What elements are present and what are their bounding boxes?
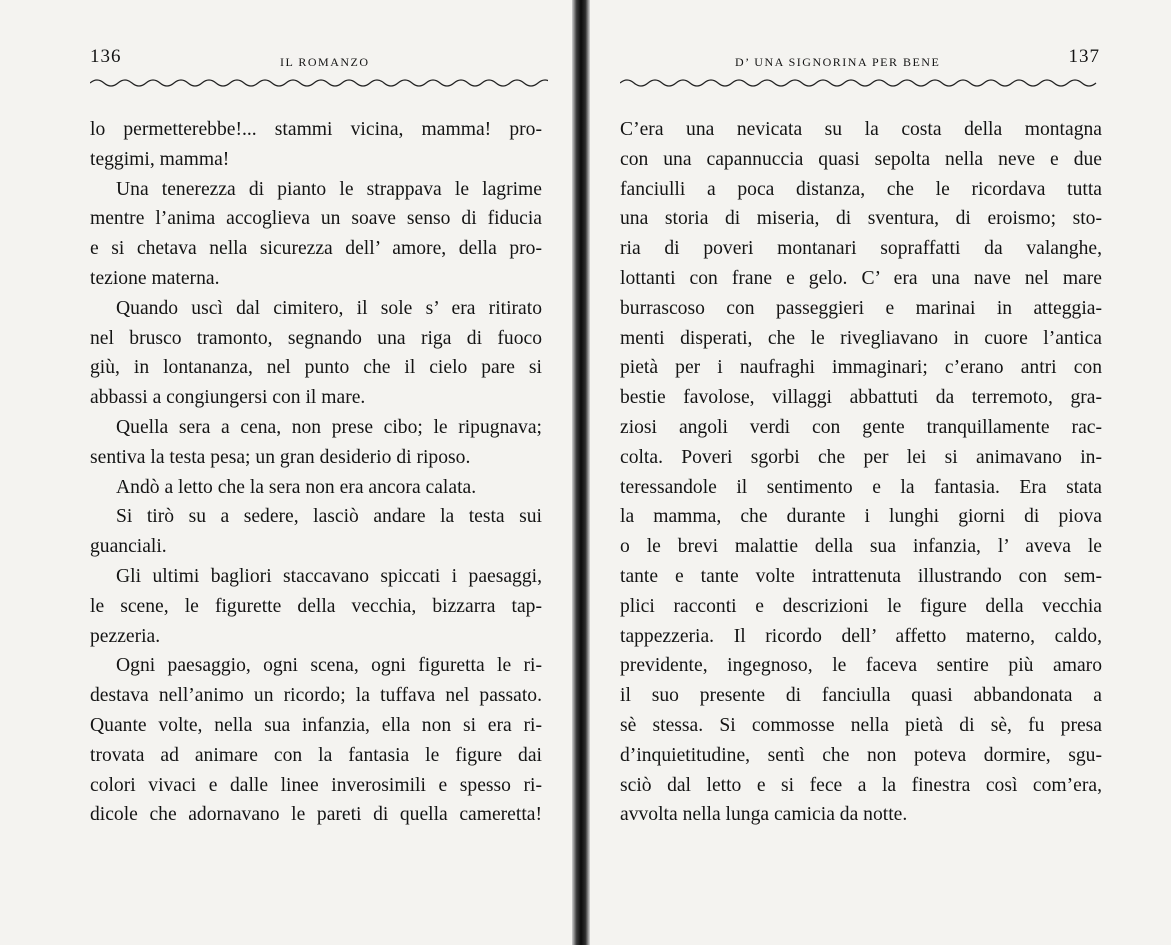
- text-line: o le brevi malattie della sua infanzia, l’ aveva le: [620, 536, 1102, 558]
- text-line: mentre l’anima accoglieva un soave senso di fiducia: [90, 208, 542, 230]
- text-line: la mamma, che durante i lunghi giorni di piova: [620, 506, 1102, 528]
- text-line: lo permetterebbe!... stammi vicina, mamma! pro-: [90, 119, 542, 140]
- text-line: bestie favolose, villaggi abbattuti da terremoto, gra-: [620, 387, 1102, 409]
- text-line: Ogni paesaggio, ogni scena, ogni figuretta le ri-: [116, 655, 542, 677]
- text-line: Una tenerezza di pianto le strappava le lagrime: [116, 178, 542, 200]
- text-line: dicole che adornavano le pareti di quella cameretta!: [90, 804, 542, 826]
- text-line: sè stessa. Si commosse nella pietà di sè, fu presa: [620, 714, 1102, 736]
- left-page: [0, 0, 572, 945]
- right-ornamental-rule: [620, 76, 1100, 90]
- text-line: colori vivaci e dalle linee inverosimili e spesso ri-: [90, 774, 542, 796]
- text-line: e si chetava nella sicurezza dell’ amore, della pro-: [90, 238, 542, 260]
- text-line: una storia di miseria, di sventura, di eroismo; sto-: [620, 208, 1102, 230]
- text-line: pietà per i naufraghi immaginari; c’erano antri con: [620, 357, 1102, 379]
- text-line: abbassi a congiungersi con il mare.: [90, 387, 366, 409]
- text-line: fanciulli a poca distanza, che le ricordava tutta: [620, 178, 1102, 200]
- text-line: il suo presente di fanciulla quasi abbandonata a: [620, 685, 1102, 707]
- text-line: tappezzeria. Il ricordo dell’ affetto materno, caldo,: [620, 625, 1102, 647]
- text-line: Quella sera a cena, non prese cibo; le ripugnava;: [116, 416, 542, 438]
- text-line: ziosi angoli verdi con gente tranquillamente rac-: [620, 416, 1102, 438]
- right-page-body: [620, 115, 1102, 830]
- left-ornamental-rule: [90, 76, 548, 90]
- text-line: sentiva la testa pesa; un gran desiderio di riposo.: [90, 446, 471, 468]
- text-line: avvolta nella lunga camicia da notte.: [620, 804, 908, 826]
- right-page-number: 137: [1068, 46, 1100, 67]
- left-page-number: 136: [90, 46, 122, 67]
- right-page: [590, 0, 1171, 945]
- text-line: nel brusco tramonto, segnando una riga di fuoco: [90, 327, 542, 349]
- text-line: tante e tante volte intrattenuta illustrando con sem-: [620, 565, 1102, 587]
- book-gutter: [572, 0, 590, 945]
- text-line: Andò a letto che la sera non era ancora calata.: [116, 476, 477, 498]
- text-line: teressandole il sentimento e la fantasia. Era stata: [620, 476, 1102, 498]
- text-line: le scene, le figurette della vecchia, bizzarra tap-: [90, 595, 542, 617]
- text-line: sciò dal letto e si fece a la finestra così com’era,: [620, 774, 1102, 796]
- left-page-header: [90, 46, 548, 76]
- text-line: con una capannuccia quasi sepolta nella neve e due: [620, 148, 1102, 170]
- right-running-head: D’ UNA SIGNORINA PER BENE: [735, 55, 941, 69]
- text-line: destava nell’animo un ricordo; la tuffava nel passato.: [90, 685, 542, 707]
- text-line: Quante volte, nella sua infanzia, ella non si era ri-: [90, 714, 542, 736]
- text-line: tezione materna.: [90, 267, 220, 289]
- text-line: guanciali.: [90, 536, 167, 558]
- text-line: C’era una nevicata su la costa della montagna: [620, 119, 1102, 140]
- text-line: Quando uscì dal cimitero, il sole s’ era ritirato: [116, 297, 542, 319]
- text-line: burrascoso con passeggieri e marinai in atteggia-: [620, 297, 1102, 319]
- text-line: pezzeria.: [90, 625, 161, 647]
- right-page-header: [620, 46, 1100, 76]
- text-line: trovata ad animare con la fantasia le figure dai: [90, 744, 542, 766]
- text-line: menti disperati, che le rivegliavano in cuore l’antica: [620, 327, 1102, 349]
- text-line: giù, in lontananza, nel punto che il cielo pare si: [90, 357, 542, 379]
- text-line: colta. Poveri sgorbi che per lei si animavano in-: [620, 446, 1102, 468]
- text-line: lottanti con frane e gelo. C’ era una nave nel mare: [620, 267, 1102, 289]
- text-line: Si tirò su a sedere, lasciò andare la testa sui: [116, 506, 542, 528]
- text-line: d’inquietitudine, sentì che non poteva dormire, sgu-: [620, 744, 1102, 766]
- text-line: plici racconti e descrizioni le figure della vecchia: [620, 595, 1102, 617]
- left-running-head: IL ROMANZO: [280, 55, 370, 69]
- left-page-body: [90, 115, 542, 830]
- text-line: previdente, ingegnoso, le faceva sentire più amaro: [620, 655, 1102, 677]
- text-line: teggimi, mamma!: [90, 148, 230, 170]
- text-line: ria di poveri montanari sopraffatti da valanghe,: [620, 238, 1102, 260]
- text-line: Gli ultimi bagliori staccavano spiccati i paesaggi,: [116, 565, 542, 587]
